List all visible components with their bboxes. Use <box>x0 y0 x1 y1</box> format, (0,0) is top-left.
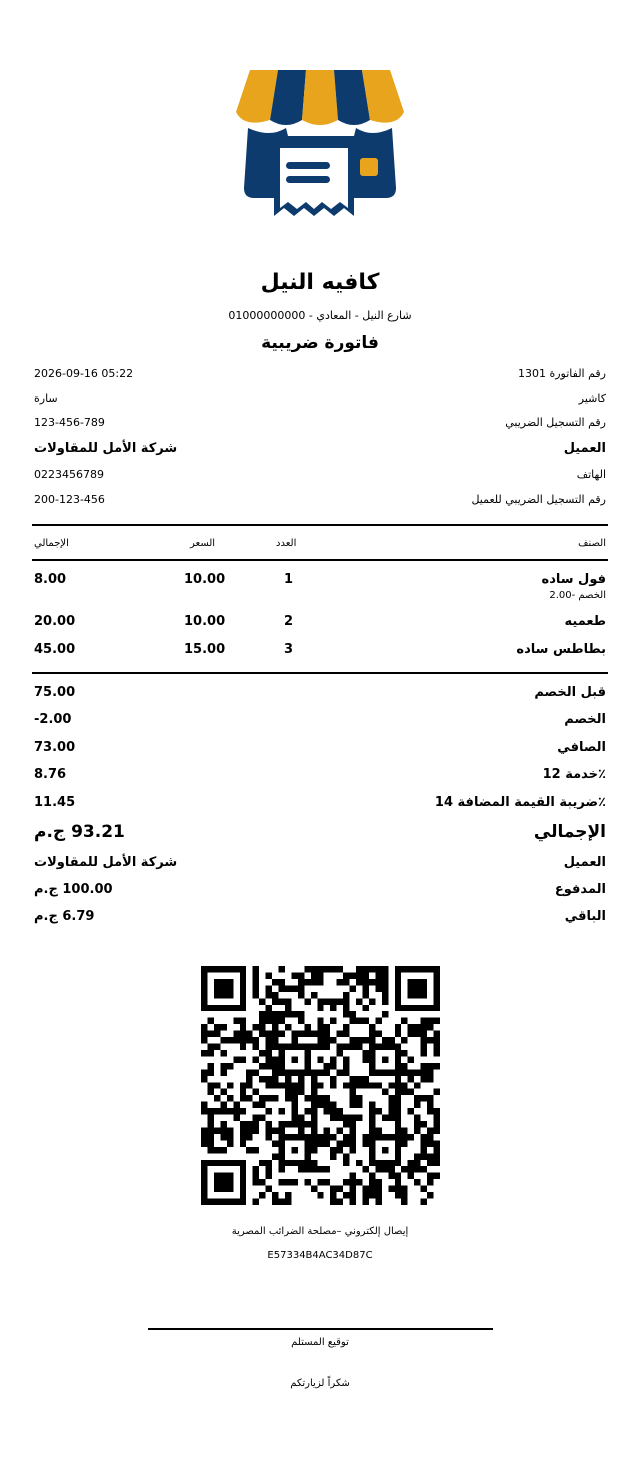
info-row <box>34 441 606 461</box>
table-row <box>34 642 606 662</box>
item-discount-row <box>34 590 606 610</box>
receipt-code: E57334B4AC34D87C <box>267 1250 373 1261</box>
item-qty: 2 <box>284 614 294 629</box>
service-value: 8.76 <box>34 767 67 782</box>
item-qty: 3 <box>284 642 294 657</box>
info-row <box>34 468 606 488</box>
info-row <box>34 367 606 387</box>
table-header <box>34 538 606 558</box>
item-total: 45.00 <box>34 642 76 657</box>
vat-label: ٪ضريبة القيمة المضافة 14 <box>434 795 606 810</box>
store-logo <box>230 66 410 226</box>
info-row <box>34 416 606 436</box>
info-row <box>34 493 606 513</box>
invoice-datetime: 2026-09-16 05:22 <box>34 367 134 380</box>
col-price-header: السعر <box>190 538 216 549</box>
document-title: فاتورة ضريبية <box>261 333 379 353</box>
net-label: الصافي <box>557 740 606 755</box>
change-label: الباقي <box>564 909 606 924</box>
grand-total-value: 93.21 ج.م <box>34 822 125 842</box>
item-price: 15.00 <box>184 642 226 657</box>
item-discount: الخصم -2.00 <box>549 590 606 601</box>
payment-row <box>34 855 606 875</box>
item-qty: 1 <box>284 572 294 587</box>
item-name: فول ساده <box>541 572 606 587</box>
item-total: 20.00 <box>34 614 76 629</box>
grand-total-row <box>34 822 606 848</box>
customer-label: العميل <box>563 441 606 456</box>
col-qty-header: العدد <box>276 538 297 549</box>
customer-name: شركة الأمل للمقاولات <box>34 441 178 456</box>
col-item-header: الصنف <box>578 538 606 549</box>
table-row <box>34 614 606 634</box>
table-row <box>34 572 606 592</box>
item-price: 10.00 <box>184 614 226 629</box>
paid-label: المدفوع <box>554 882 606 897</box>
summary-row <box>34 795 606 815</box>
payment-customer-name: شركة الأمل للمقاولات <box>34 855 178 870</box>
payment-customer-label: العميل <box>563 855 606 870</box>
subtotal-label: قبل الخصم <box>534 685 606 700</box>
col-total-header: الإجمالي <box>34 538 69 549</box>
signature-label: توقيع المستلم <box>291 1337 349 1348</box>
eta-note: إيصال إلكتروني –مصلحة الضرائب المصرية <box>231 1226 409 1237</box>
tax-reg-number: 123-456-789 <box>34 416 105 429</box>
item-name: طعميه <box>564 614 606 629</box>
customer-tax-number: 200-123-456 <box>34 493 105 506</box>
phone-number: 0223456789 <box>34 468 104 481</box>
divider <box>32 672 608 674</box>
store-address: شارع النيل - المعادي - 01000000000 <box>228 309 412 322</box>
item-price: 10.00 <box>184 572 226 587</box>
discount-label: الخصم <box>564 712 606 727</box>
store-name: كافيه النيل <box>260 270 380 295</box>
invoice-number: رقم الفاتورة 1301 <box>517 367 606 380</box>
paid-value: 100.00 ج.م <box>34 882 113 897</box>
divider <box>32 559 608 561</box>
net-value: 73.00 <box>34 740 76 755</box>
summary-row <box>34 685 606 705</box>
info-row <box>34 392 606 412</box>
summary-row <box>34 767 606 787</box>
payment-row <box>34 909 606 929</box>
phone-label: الهاتف <box>576 468 606 481</box>
cashier-name: سارة <box>34 392 58 405</box>
thanks-note: شكراً لزيارتكم <box>290 1378 350 1389</box>
payment-row <box>34 882 606 902</box>
customer-tax-label: رقم التسجيل الضريبي للعميل <box>471 493 606 506</box>
tax-reg-label: رقم التسجيل الضريبي <box>505 416 606 429</box>
item-name: بطاطس ساده <box>516 642 606 657</box>
summary-row <box>34 740 606 760</box>
signature-line <box>148 1328 493 1330</box>
change-value: 6.79 ج.م <box>34 909 95 924</box>
summary-row <box>34 712 606 732</box>
qr-code <box>201 966 440 1205</box>
divider <box>32 524 608 526</box>
vat-value: 11.45 <box>34 795 76 810</box>
item-total: 8.00 <box>34 572 67 587</box>
subtotal-value: 75.00 <box>34 685 76 700</box>
cashier-label: كاشير <box>578 392 606 405</box>
service-label: ٪خدمة 12 <box>542 767 606 782</box>
grand-total-label: الإجمالي <box>533 822 606 842</box>
discount-value: -2.00 <box>34 712 72 727</box>
